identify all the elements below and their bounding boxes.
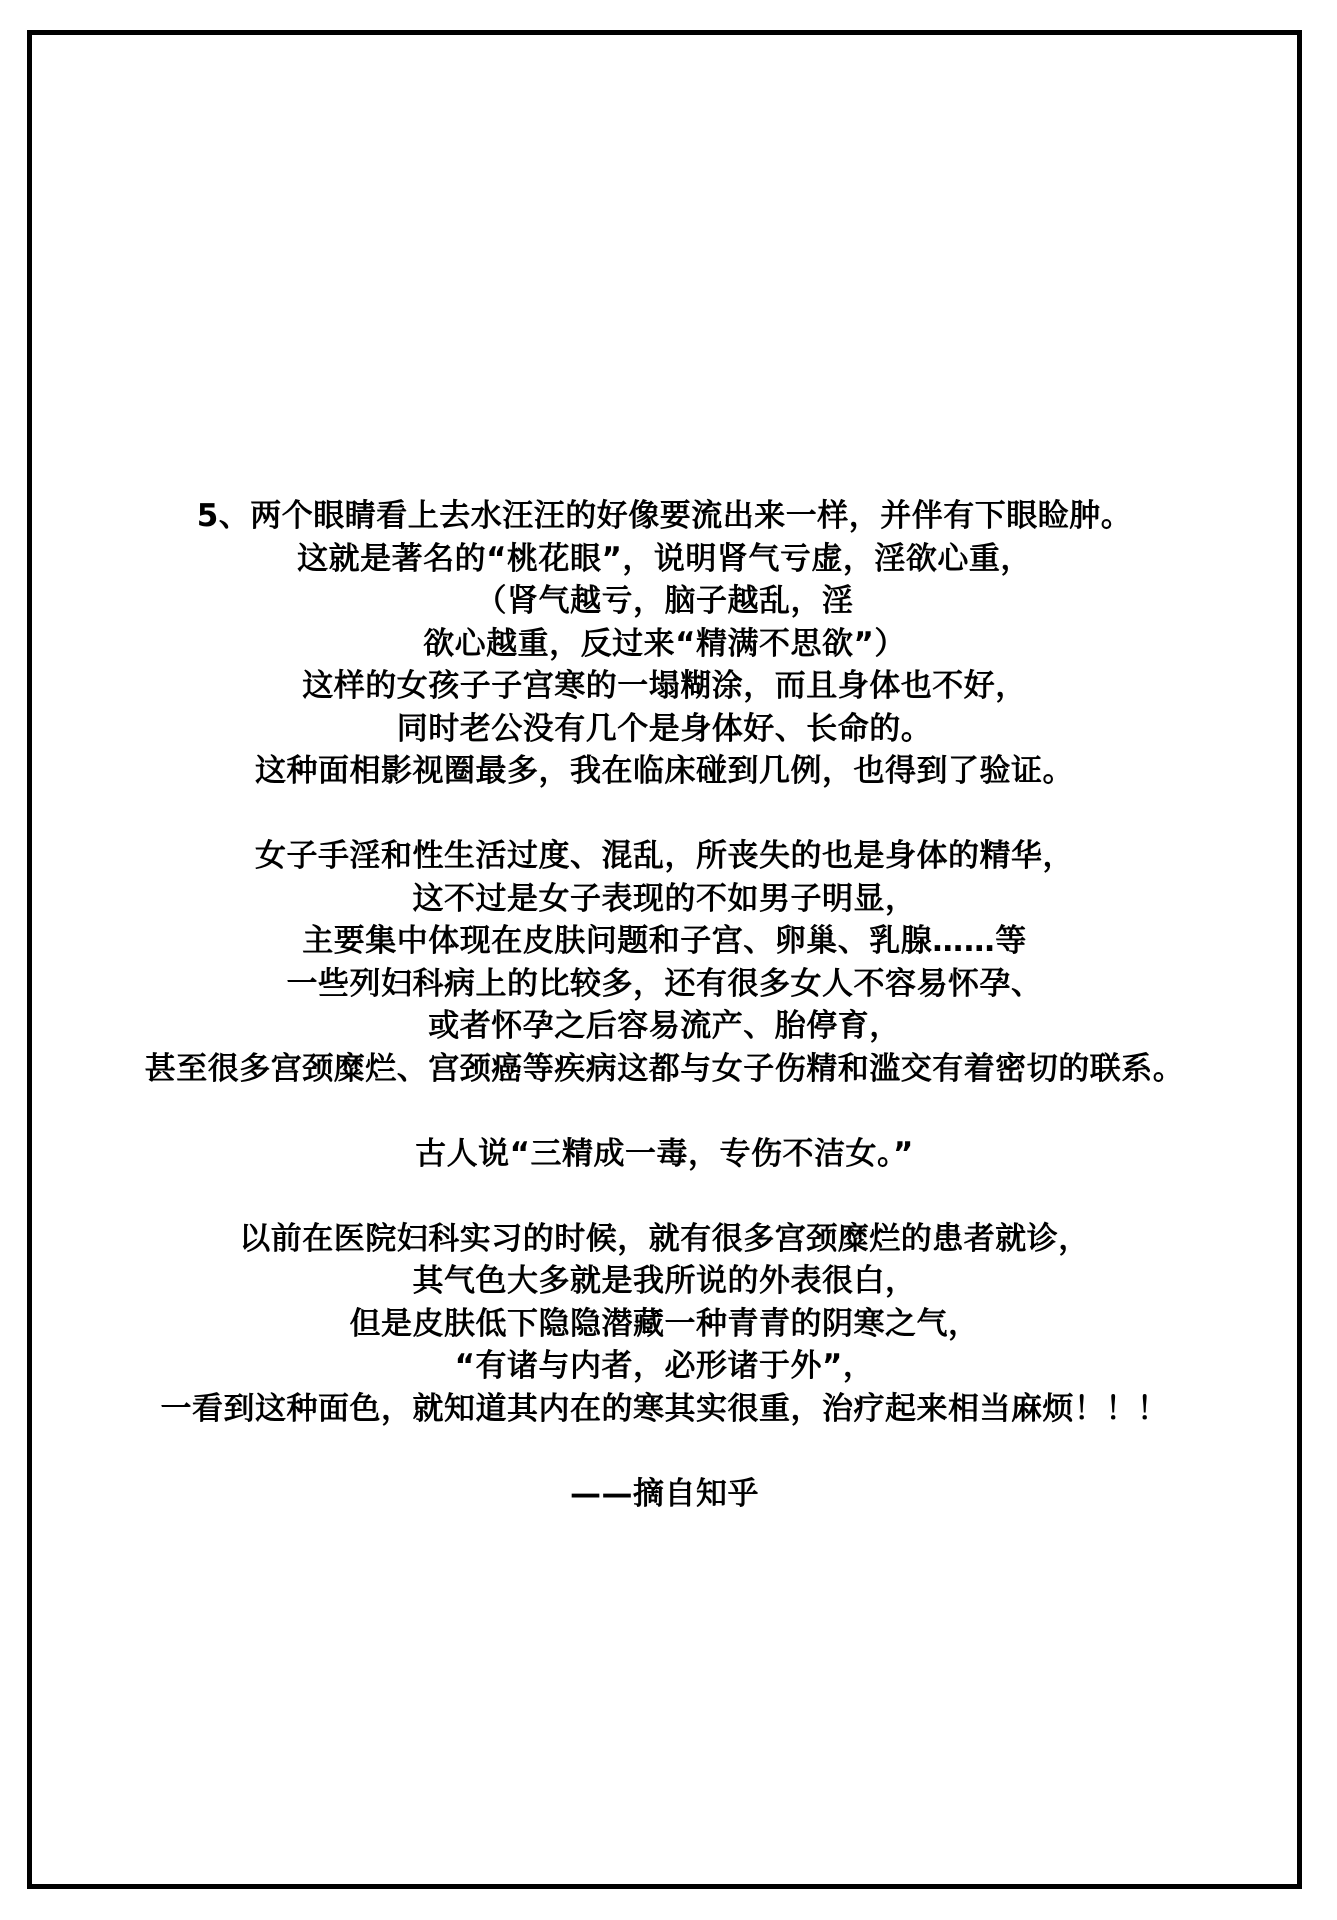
text-line: 以前在医院妇科实习的时候，就有很多宫颈糜烂的患者就诊， <box>239 1220 1090 1257</box>
paragraph-female-health <box>32 835 1297 1090</box>
text-line: （肾气越亏，脑子越乱，淫 <box>475 583 854 619</box>
page-border-frame <box>27 30 1302 1889</box>
text-line: 但是皮肤低下隐隐潜藏一种青青的阴寒之气， <box>349 1305 980 1342</box>
source-line: ——摘自知乎 <box>570 1475 759 1512</box>
text-line: 主要集中体现在皮肤问题和子宫、卵巢、乳腺……等 <box>302 923 1027 959</box>
paragraph-spacer <box>32 1430 1297 1473</box>
text-line: 这就是著名的“桃花眼”，说明肾气亏虚，淫欲心重， <box>297 540 1032 577</box>
source-attribution <box>32 1473 1297 1516</box>
text-line: 这不过是女子表现的不如男子明显， <box>412 880 917 917</box>
text-line: 或者怀孕之后容易流产、胎停育， <box>428 1008 901 1044</box>
text-line: 一些列妇科病上的比较多，还有很多女人不容易怀孕、 <box>286 965 1043 1002</box>
text-line: 一看到这种面色，就知道其内在的寒其实很重，治疗起来相当麻烦！！！ <box>160 1390 1169 1427</box>
text-line: 这种面相影视圈最多，我在临床碰到几例，也得到了验证。 <box>255 753 1074 789</box>
text-line: 欲心越重，反过来“精满不思欲”） <box>423 625 906 662</box>
article-text <box>32 495 1297 1515</box>
paragraph-spacer <box>32 1090 1297 1133</box>
paragraph-spacer <box>32 1175 1297 1218</box>
text-line: 同时老公没有几个是身体好、长命的。 <box>396 710 933 747</box>
text-line: 女子手淫和性生活过度、混乱，所丧失的也是身体的精华， <box>255 838 1074 874</box>
text-line: 这样的女孩子子宫寒的一塌糊涂，而且身体也不好， <box>302 668 1027 704</box>
paragraph-spacer <box>32 793 1297 836</box>
text-line: 其气色大多就是我所说的外表很白， <box>412 1263 917 1299</box>
text-line: 5、两个眼睛看上去水汪汪的好像要流出来一样，并伴有下眼睑肿。 <box>196 498 1133 534</box>
text-line: 古人说“三精成一毒，专伤不洁女。” <box>415 1135 914 1172</box>
paragraph-hospital-internship <box>32 1218 1297 1431</box>
paragraph-peach-blossom-eyes <box>32 495 1297 793</box>
paragraph-ancient-saying <box>32 1133 1297 1176</box>
text-line: 甚至很多宫颈糜烂、宫颈癌等疾病这都与女子伤精和滥交有着密切的联系。 <box>144 1050 1185 1087</box>
text-line: “有诸与内者，必形诸于外”， <box>454 1348 875 1384</box>
